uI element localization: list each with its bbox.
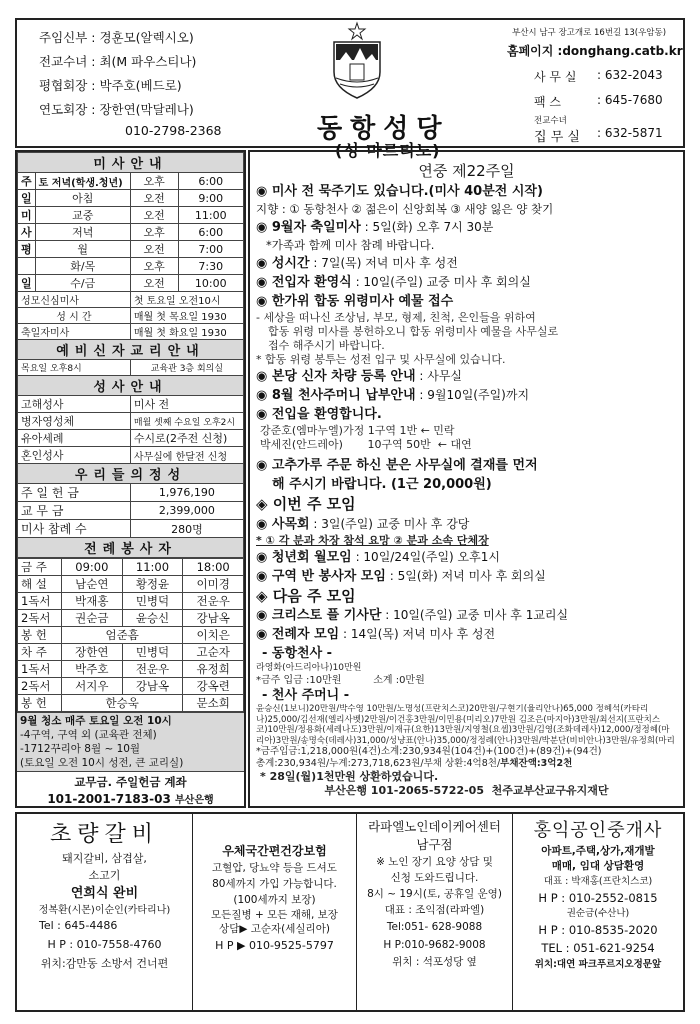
- news-detail: : 사무실: [415, 369, 463, 383]
- news-item: ◉ 8월 천사주머니 납부안내: [256, 388, 416, 403]
- ad-line: 모든질병 + 모든 재해, 보장: [211, 909, 338, 921]
- cell: 저녁: [35, 224, 130, 241]
- cell: 유정희: [183, 661, 244, 678]
- bank-name: 부산은행: [175, 795, 214, 806]
- cell: 박주호: [62, 661, 123, 678]
- cell: 교육관 3층 회의실: [130, 360, 243, 376]
- cell: 고순자: [183, 644, 244, 661]
- ad-line: 소고기: [88, 869, 121, 882]
- cell: 미사 참례 수: [18, 520, 131, 538]
- header-line: 평협회장 : 박주호(베드로): [39, 78, 182, 93]
- cell: 남순연: [62, 576, 123, 593]
- contact-label: 집 무 실: [534, 130, 580, 145]
- cell: 1,976,190: [130, 484, 243, 502]
- church-subtitle: (성 마르티노): [335, 141, 441, 160]
- cell: 금 주: [18, 559, 62, 576]
- news-line: 총계:230,934원/누계:273,718,623원/부채 상환:4억8천/: [256, 758, 501, 769]
- ad-line: 위치:대연 파크푸르지오정문앞: [534, 959, 662, 970]
- debt-balance: 부채잔액:3억2천: [500, 758, 573, 769]
- cell: 매월 첫 화요일 1930: [130, 324, 243, 340]
- cell: 6:00: [178, 224, 243, 241]
- donor-list: 윤승신(1보니)20만원/박수영 10만원/노명성(프란치스코)20만원/구현기(율리안나)65,000 정혜석(카타리나)25,000/김선재(엘리사벳)2만원/이건홍3만원/이민용(미리오)7만원 김조은(마지아)3만원/최선지(프란치스코)10만원/정용화(세레나도)3만원/이재규(요한)13만원/지영철(요셉)3만원/김영(조화데레사)12,000/정정혜(마리아)3만원/송명숙(데레사)31,000/성냥표(안나)35,000/정정례(안나)3만원/박분단(비비안나)3만원/유정희(마리: [256, 704, 675, 746]
- ad-line: 권순금(수산나): [566, 908, 630, 919]
- mass-table: [17, 152, 244, 558]
- cell: 황정윤: [122, 576, 183, 593]
- news-item: *가족과 함께 미사 참례 바랍니다.: [266, 238, 435, 252]
- ad-line: H P:010-9682-9008: [383, 939, 486, 951]
- cell: 민병덕: [122, 644, 183, 661]
- contact-label: 사 무 실: [534, 70, 577, 84]
- cell: 차 주: [18, 644, 62, 661]
- ad-line: H P : 010-7558-4760: [47, 938, 162, 951]
- cell: 오전: [130, 241, 178, 258]
- cell: 수/금: [35, 275, 130, 292]
- church-title: 동항성당: [317, 114, 450, 144]
- cell: 엄준흠: [62, 627, 183, 644]
- section-title: 예비신자교리안내: [18, 340, 244, 360]
- cell: 미사 전: [130, 396, 243, 413]
- cell: 오후: [130, 173, 178, 190]
- section-title: 전례봉사자: [18, 538, 244, 558]
- news-line: * 28일(월)1천만원 상환하였습니다.: [260, 770, 439, 783]
- cell: 축일자미사: [18, 324, 131, 340]
- cell: 일: [18, 190, 36, 207]
- news-line: 박세진(안드레아) 10구역 50반 ← 대연: [260, 438, 472, 451]
- cell: 280명: [130, 520, 243, 538]
- cell: 성 시 간: [18, 308, 131, 324]
- address: 부산시 남구 장고개로 16번길 13(우암동): [512, 28, 667, 38]
- cell: 유아세례: [18, 430, 131, 447]
- cell: 한승욱: [62, 695, 183, 712]
- cell: 사: [18, 224, 36, 241]
- cell: 11:00: [122, 559, 183, 576]
- bulletin-header: [15, 18, 685, 160]
- cell: 오전: [130, 190, 178, 207]
- cell: 교중: [35, 207, 130, 224]
- notice-line: 9월 청소 매주 토요일 오전 10시: [20, 715, 172, 727]
- news-detail: : 7일(목) 저녁 미사 후 성전: [309, 256, 458, 270]
- news-item: ◉ 사목회: [256, 517, 310, 532]
- cell: 수시로(2주전 신청): [130, 430, 243, 447]
- news-line: * 합동 위령 봉투는 성전 입구 및 사무실에 있습니다.: [256, 353, 506, 366]
- news-line: * ① 각 분과 차장 참석 요망 ② 분과 소속 단체장: [256, 534, 489, 547]
- cell: 오후: [130, 258, 178, 275]
- header-line: 주임신부 : 경훈모(알렉시오): [39, 30, 194, 45]
- left-info-column: [15, 150, 246, 808]
- ad-title: 우체국간편건강보험: [222, 844, 327, 858]
- ad-care-center: [357, 814, 513, 1010]
- ad-line: 정복환(시몬)이순인(카타리나): [38, 905, 171, 916]
- cell: 전운우: [122, 661, 183, 678]
- ad-restaurant: [17, 814, 193, 1010]
- news-item: ◉ 고추가루 주문 하신 분은 사무실에 결재를 먼저: [256, 458, 538, 473]
- cell: 서지우: [62, 678, 123, 695]
- ad-title: 라파엘노인데이케어센터: [368, 819, 501, 834]
- news-line: 강준호(엠마누엘)가정 1구역 1반 ← 민락: [260, 424, 455, 437]
- ad-title: 홍익공인중개사: [533, 820, 663, 841]
- cell: 고해성사: [18, 396, 131, 413]
- section-heading: - 동항천사 -: [262, 646, 333, 661]
- cell: 혼인성사: [18, 447, 131, 464]
- news-line: 합동 위령 미사를 봉헌하오니 합동 위령미사 예물을 사무실로: [268, 325, 559, 338]
- cell: 오전: [130, 275, 178, 292]
- news-item: ◉ 구역 반 봉사자 모임: [256, 569, 386, 584]
- news-item: ◉ 전입자 환영식: [256, 275, 352, 290]
- ad-line: 80세까지 가입 가능합니다.: [212, 878, 337, 890]
- ad-title: 남구점: [416, 837, 453, 852]
- contact-value: : 632-2043: [597, 68, 663, 82]
- ad-line: 대표 : 조익점(라파엘): [384, 904, 485, 916]
- news-line: *금주 입금 :10만원 소계 :0만원: [256, 675, 425, 686]
- cell: 봉 헌: [18, 627, 62, 644]
- header-phone: 010-2798-2368: [125, 123, 222, 138]
- ad-line: 위치:감만동 소방서 건너편: [40, 957, 169, 970]
- cell: 7:00: [178, 241, 243, 258]
- ad-insurance: [193, 814, 357, 1010]
- ad-line: 돼지갈비, 삼겹살,: [62, 852, 147, 865]
- cell: 강남옥: [122, 678, 183, 695]
- news-detail: : 5일(화) 오후 7시 30분: [360, 220, 494, 234]
- ad-line: ※ 노인 장기 요양 상담 및: [376, 856, 493, 868]
- ad-line: 매매, 임대 상담환영: [551, 860, 645, 872]
- liturgical-week: 연중 제22주일: [418, 162, 515, 180]
- cell: 2,399,000: [130, 502, 243, 520]
- ad-line: H P ▶ 010-9525-5797: [215, 939, 334, 952]
- news-detail: : 10일/24일(주일) 오후1시: [351, 550, 500, 564]
- news-item: ◉ 크리스토 플 기사단: [256, 608, 382, 623]
- news-item: ◉ 전입을 환영합니다.: [256, 407, 382, 422]
- cell: 6:00: [178, 173, 243, 190]
- news-detail: : 9월10일(주일)까지: [415, 388, 530, 402]
- cell: 강옥련: [183, 678, 244, 695]
- cell: 1독서: [18, 593, 62, 610]
- cell: 오후: [130, 224, 178, 241]
- contact-value: : 632-5871: [597, 126, 663, 140]
- contact-label: 팩 스: [534, 95, 561, 109]
- cell: 매월 셋째 수요일 오후2시: [130, 413, 243, 430]
- news-line: 접수 해주시기 바랍니다.: [268, 339, 385, 352]
- cell: 교 무 금: [18, 502, 131, 520]
- news-detail: : 5일(화) 저녁 미사 후 회의실: [385, 569, 546, 583]
- cell: 아침: [35, 190, 130, 207]
- news-item: 해 주시기 바랍니다. (1근 20,000원): [272, 477, 492, 492]
- account-number: 101-2001-7183-03: [47, 792, 171, 806]
- ad-line: H P : 010-8535-2020: [538, 923, 658, 937]
- news-item: ◉ 미사 전 묵주기도 있습니다.(미사 40분전 시작): [256, 184, 543, 199]
- cell: 박재홍: [62, 593, 123, 610]
- cell: 7:30: [178, 258, 243, 275]
- header-line: 연도회장 : 장한연(막달레나): [39, 102, 194, 117]
- ad-line: 대표 : 박재홍(프란치스코): [543, 876, 653, 887]
- cell: 문소희: [183, 695, 244, 712]
- news-detail: : 10일(주일) 교중 미사 후 회의실: [351, 275, 531, 289]
- ad-line: H P : 010-2552-0815: [538, 891, 658, 905]
- cell: 윤승신: [122, 610, 183, 627]
- cell: 11:00: [178, 207, 243, 224]
- cell: 첫 토요일 오전10시: [130, 292, 243, 308]
- homepage: 홈페이지 :donghang.catb.kr: [507, 44, 683, 58]
- news-item: ◉ 전례자 모임: [256, 627, 340, 642]
- cell: 병자영성체: [18, 413, 131, 430]
- cell: [18, 258, 36, 275]
- cell: 강남옥: [183, 610, 244, 627]
- ad-line: Tel : 645-4486: [39, 919, 118, 932]
- section-title: 우리들의정성: [18, 464, 244, 484]
- servers-table: [17, 558, 244, 712]
- ad-line: 신청 도와드립니다.: [390, 872, 479, 884]
- ad-line: 연희식 완비: [70, 886, 139, 901]
- cell: 화/목: [35, 258, 130, 275]
- cell: 일: [18, 275, 36, 292]
- news-item: ◉ 본당 신자 차량 등록 안내: [256, 369, 416, 384]
- cell: 목요일 오후8시: [18, 360, 131, 376]
- church-logo-icon: [322, 20, 392, 100]
- bank-account-line: 부산은행 101-2065-5722-05 천주교부산교구유지재단: [324, 784, 609, 797]
- news-line: *금주입금:1,218,000원(4건)소계:230,934원(104건)+(100건)+(89건)+(94건): [256, 746, 602, 757]
- cell: 평: [18, 241, 36, 258]
- cell: 성모신심미사: [18, 292, 131, 308]
- cell: 2독서: [18, 678, 62, 695]
- ad-title: 초량갈비: [49, 822, 159, 847]
- news-detail: : 14일(목) 저녁 미사 후 성전: [339, 627, 496, 641]
- cell: 미: [18, 207, 36, 224]
- news-detail: : 10일(주일) 교중 미사 후 1교리실: [381, 608, 569, 622]
- ad-real-estate: [513, 814, 683, 1010]
- cell: 사무실에 한달전 신청: [130, 447, 243, 464]
- news-detail: : 3일(주일) 교중 미사 후 강당: [309, 517, 470, 531]
- cell: 이치은: [183, 627, 244, 644]
- notice-line: -4구역, 구역 외 (교육관 전체): [20, 729, 157, 741]
- cell: 주 일 헌 금: [18, 484, 131, 502]
- section-heading: ◈ 이번 주 모임: [256, 495, 356, 513]
- cell: 토 저녁(학생.청년): [35, 173, 130, 190]
- news-item: ◉ 성시간: [256, 256, 310, 271]
- cell: 10:00: [178, 275, 243, 292]
- cell: 봉 헌: [18, 695, 62, 712]
- account-box: [17, 771, 244, 808]
- news-item: ◉ 9월자 축일미사: [256, 220, 361, 235]
- cell: 주: [18, 173, 36, 190]
- cell: 매월 첫 목요일 1930: [130, 308, 243, 324]
- ad-line: 상담▶ 고순자(세실리아): [219, 923, 330, 935]
- account-title: 교무금. 주일헌금 계좌: [74, 775, 187, 789]
- cleaning-notice: [17, 712, 244, 771]
- ad-line: 8시 ~ 19시(토, 공휴일 운영): [367, 888, 502, 900]
- ad-line: 아파트,주택,상가,재개발: [541, 845, 655, 857]
- news-item: ◉ 한가위 합동 위령미사 예물 접수: [256, 294, 454, 309]
- advertisements: [15, 812, 685, 1012]
- ad-line: Tel:051- 628-9088: [386, 921, 483, 933]
- contact-value: : 645-7680: [597, 93, 663, 107]
- ad-line: 고혈압, 당뇨약 등을 드셔도: [212, 862, 337, 874]
- cell: 1독서: [18, 661, 62, 678]
- ad-line: (100세까지 보장): [233, 894, 316, 906]
- cell: 9:00: [178, 190, 243, 207]
- section-heading: ◈ 다음 주 모임: [256, 587, 356, 605]
- section-title: 미사안내: [18, 153, 244, 173]
- news-line: - 세상을 떠나신 조상님, 부모, 형제, 친척, 은인들을 위하여: [256, 311, 536, 324]
- cell: 민병덕: [122, 593, 183, 610]
- header-line: 전교수녀 : 최(M 파우스티나): [39, 54, 197, 69]
- ad-line: 위치 : 석포성당 옆: [392, 956, 477, 968]
- cell: 장한연: [62, 644, 123, 661]
- cell: 09:00: [62, 559, 123, 576]
- cell: 권순금: [62, 610, 123, 627]
- news-item: ◉ 청년회 월모임: [256, 550, 352, 565]
- section-heading: - 천사 주머니 -: [262, 688, 350, 703]
- contact-label-small: 전교수녀: [534, 116, 567, 126]
- cell: 이미경: [183, 576, 244, 593]
- notice-line: (토요일 오전 10시 성전, 큰 교리실): [20, 757, 184, 769]
- ad-line: TEL : 051-621-9254: [541, 941, 655, 955]
- cell: 월: [35, 241, 130, 258]
- news-column: [248, 150, 685, 808]
- cell: 2독서: [18, 610, 62, 627]
- news-item: 지향 : ① 동항천사 ② 젊은이 신앙회복 ③ 새양 잃은 양 찾기: [256, 202, 554, 216]
- news-line: 라영화(아드리아나)10만원: [256, 663, 362, 673]
- cell: 18:00: [183, 559, 244, 576]
- cell: 해 설: [18, 576, 62, 593]
- cell: 전운우: [183, 593, 244, 610]
- cell: 오전: [130, 207, 178, 224]
- section-title: 성사안내: [18, 376, 244, 396]
- notice-line: -1712꾸리아 8월 ~ 10월: [20, 743, 141, 755]
